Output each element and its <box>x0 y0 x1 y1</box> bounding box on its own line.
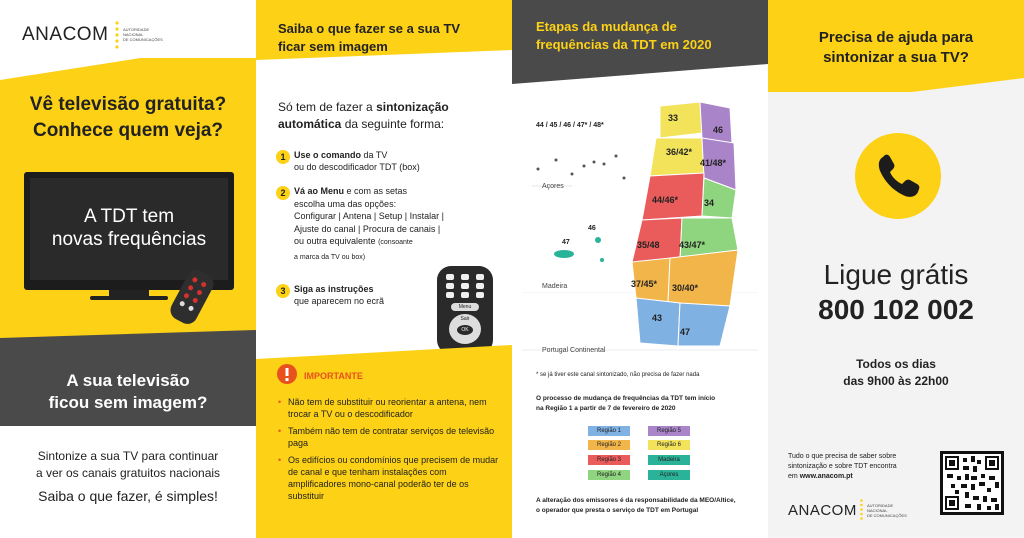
important-item: • Não tem de substituir ou reorientar a antena, nem trocar a TV ou o descodificador <box>278 396 503 420</box>
opening-hours: Todos os dias das 9h00 às 22h00 <box>843 357 949 388</box>
continental-label: Portugal Continental <box>542 347 606 354</box>
remote-menu-label: Menu <box>451 303 479 311</box>
cover-body: Sintonize a sua TV para continuar a ver os canais gratuitos nacionais Saiba o que fazer, é simples! <box>35 449 221 504</box>
exclamation-icon <box>277 364 297 384</box>
azores-label: Açores <box>542 183 564 190</box>
logo-subtitle: AUTORIDADE NACIONAL DE COMUNICAÇÕES <box>123 27 163 42</box>
azores-small-channel: 46 <box>588 225 596 232</box>
instructions-title: Saiba o que fazer se a sua TV ficar sem imagem <box>278 21 461 54</box>
legend-item: Açores <box>648 470 690 480</box>
cover-band-text: A sua televisão ficou sem imagem? <box>48 371 208 412</box>
help-title: Precisa de ajuda para sintonizar a sua TV? <box>818 29 974 66</box>
help-diagonal <box>768 70 1024 110</box>
panel-cover <box>0 0 256 538</box>
important-title: IMPORTANTE <box>304 371 363 381</box>
phone-number[interactable]: 800 102 002 <box>818 294 974 325</box>
region-label: 33 <box>668 113 679 123</box>
map-title: Etapas da mudança de frequências da TDT em 2020 <box>536 19 712 52</box>
azores-islands <box>532 134 632 189</box>
step-number-1: 1 <box>276 150 290 164</box>
cover-diagonal <box>0 0 256 90</box>
region-label: 44/46* <box>652 195 679 205</box>
legend-item: Madeira <box>648 455 690 465</box>
region-label: 35/48 <box>637 240 660 250</box>
region-label: 43 <box>652 313 663 323</box>
panel-help <box>768 0 1024 538</box>
legend-item: Região 3 <box>588 455 630 465</box>
region-label: 41/48* <box>700 158 727 168</box>
panel-map <box>512 0 768 538</box>
tv-text: A TDT tem novas frequências <box>51 206 207 250</box>
step-2: Vá ao Menu e com as setas escolha uma das opções: Configurar | Antena | Setup | Instalar | Ajuste do canal | Procura de canais | ou outra equivalente (consoante a marca da TV ou box) <box>294 186 444 261</box>
important-item: • Também não tem de contratar serviços de televisão paga <box>278 425 503 449</box>
tv-base <box>90 296 168 300</box>
step-1: Use o comando da TV ou do descodificador TDT (box) <box>294 150 420 172</box>
step-number-3: 3 <box>276 284 290 298</box>
remote-sair-label: Sair <box>460 316 470 322</box>
anacom-logo: ANACOM <box>788 502 857 519</box>
website-link[interactable]: www.anacom.pt <box>799 473 853 480</box>
logo-subtitle: AUTORIDADE NACIONAL DE COMUNICAÇÕES <box>867 503 907 518</box>
legend-item: Região 6 <box>648 440 690 450</box>
process-text: O processo de mudança de frequências da TDT tem início na Região 1 a partir de 7 de fevereiro de 2020 <box>536 395 716 412</box>
phone-icon <box>855 133 941 219</box>
region-label: 30/40* <box>672 283 699 293</box>
help-info: Tudo o que precisa de saber sobre sintonização e sobre TDT encontra em www.anacom.pt <box>788 453 897 480</box>
cover-headline: Vê televisão gratuita? Conhece quem veja? <box>29 94 227 141</box>
madeira-islands <box>542 230 622 270</box>
call-text: Ligue grátis 800 102 002 <box>768 257 1024 327</box>
region-label: 37/45* <box>631 279 658 289</box>
portugal-map <box>620 98 740 353</box>
map-bottom-note: A alteração dos emissores é da responsabilidade da MEO/Altice, o operador que presta o serviço de TDT em Portugal <box>536 497 736 514</box>
logo-dots-icon <box>859 498 864 520</box>
anacom-logo: ANACOM <box>22 24 109 45</box>
step-3: Siga as instruções que aparecem no ecrã <box>294 284 385 306</box>
important-item: • Os edifícios ou condomínios que precisem de mudar de canal e que tenham instalações com amplificadores mono-canal poderão ter de os substituir <box>278 454 503 502</box>
panel-instructions <box>256 0 512 538</box>
region-label: 34 <box>704 198 715 208</box>
region-label: 47 <box>680 327 691 337</box>
azores-channels: 44 / 45 / 46 / 47* / 48* <box>536 122 604 129</box>
remote-control-icon <box>437 266 493 354</box>
remote-ok-label: OK <box>457 325 473 335</box>
legend-item: Região 1 <box>588 426 630 436</box>
qr-code[interactable] <box>940 451 1004 515</box>
region-label: 43/47* <box>679 240 706 250</box>
instructions-intro: Só tem de fazer a sintonização automática da seguinte forma: <box>278 100 449 131</box>
madeira-label: Madeira <box>542 283 568 290</box>
map-diagonal <box>512 64 768 94</box>
legend-item: Região 2 <box>588 440 630 450</box>
step-number-2: 2 <box>276 186 290 200</box>
legend-item: Região 5 <box>648 426 690 436</box>
map-footnote: * se já tiver este canal sintonizado, não precisa de fazer nada <box>536 372 700 378</box>
region-label: 46 <box>713 125 724 135</box>
important-list <box>278 396 503 507</box>
region-label: 36/42* <box>666 147 693 157</box>
madeira-channel: 47 <box>562 239 570 246</box>
legend-item: Região 4 <box>588 470 630 480</box>
